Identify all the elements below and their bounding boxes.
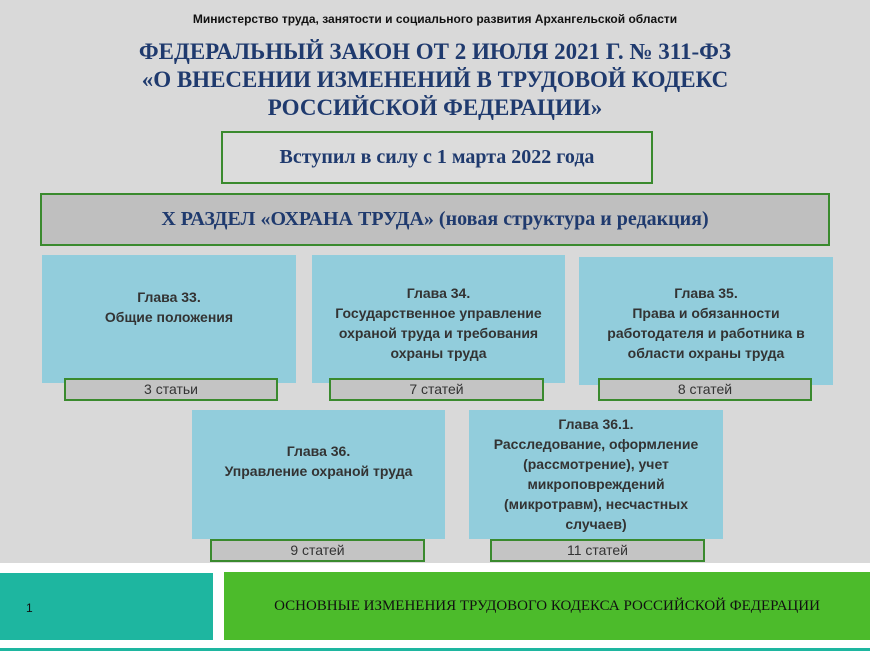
ministry-name: Министерство труда, занятости и социального развития Архангельской области — [192, 12, 678, 26]
chapter-line: случаев) — [565, 516, 627, 532]
section-box — [40, 193, 830, 246]
title-line-1: ФЕДЕРАЛЬНЫЙ ЗАКОН ОТ 2 ИЮЛЯ 2021 Г. № 311-ФЗ — [138, 39, 732, 64]
chapter-line: Управление охраной труда — [224, 463, 413, 479]
chapter-line: охраны труда — [390, 345, 487, 361]
chapter-line: Государственное управление — [335, 305, 542, 321]
chapter-line: Общие положения — [104, 309, 234, 325]
chapter-36-1-count: 11 статей — [490, 539, 705, 562]
chapter-33-count: 3 статьи — [64, 378, 278, 401]
chapter-line: охраной труда и требования — [338, 325, 539, 341]
chapter-heading: Глава 36.1. — [558, 416, 634, 432]
chapter-line: (рассмотрение), учет — [523, 456, 669, 472]
effective-date-box — [221, 131, 653, 184]
chapter-34-count: 7 статей — [329, 378, 544, 401]
chapter-35-card — [579, 257, 833, 385]
chapter-36-1-card — [469, 410, 723, 539]
chapter-line: Права и обязанности — [632, 305, 780, 321]
chapter-line: области охраны труда — [627, 345, 785, 361]
chapter-36-count: 9 статей — [210, 539, 425, 562]
chapter-line: (микротравм), несчастных — [503, 496, 689, 512]
chapter-line: Расследование, оформление — [493, 436, 699, 452]
chapter-heading: Глава 34. — [406, 285, 471, 301]
footer-text: ОСНОВНЫЕ ИЗМЕНЕНИЯ ТРУДОВОГО КОДЕКСА РОССИЙСКОЙ ФЕДЕРАЦИИ — [274, 597, 820, 614]
page-number: 1 — [26, 601, 33, 615]
chapter-heading: Глава 36. — [286, 443, 351, 459]
footer-banner — [224, 572, 870, 640]
section-title: X РАЗДЕЛ «ОХРАНА ТРУДА» (новая структура и редакция) — [161, 208, 709, 230]
chapter-33-card — [42, 255, 296, 383]
chapter-36-card — [192, 410, 445, 539]
title-line-3: РОССИЙСКОЙ ФЕДЕРАЦИИ» — [267, 95, 603, 120]
chapter-34-card — [312, 255, 565, 383]
page-title — [60, 38, 810, 122]
chapter-heading: Глава 33. — [137, 289, 201, 305]
chapter-35-count: 8 статей — [598, 378, 812, 401]
chapter-heading: Глава 35. — [674, 285, 738, 301]
chapter-line: работодателя и работника в — [607, 325, 805, 341]
chapter-line: микроповреждений — [527, 476, 665, 492]
effective-date-text: Вступил в силу с 1 марта 2022 года — [279, 146, 595, 168]
title-line-2: «О ВНЕСЕНИИ ИЗМЕНЕНИЙ В ТРУДОВОЙ КОДЕКС — [141, 67, 729, 92]
